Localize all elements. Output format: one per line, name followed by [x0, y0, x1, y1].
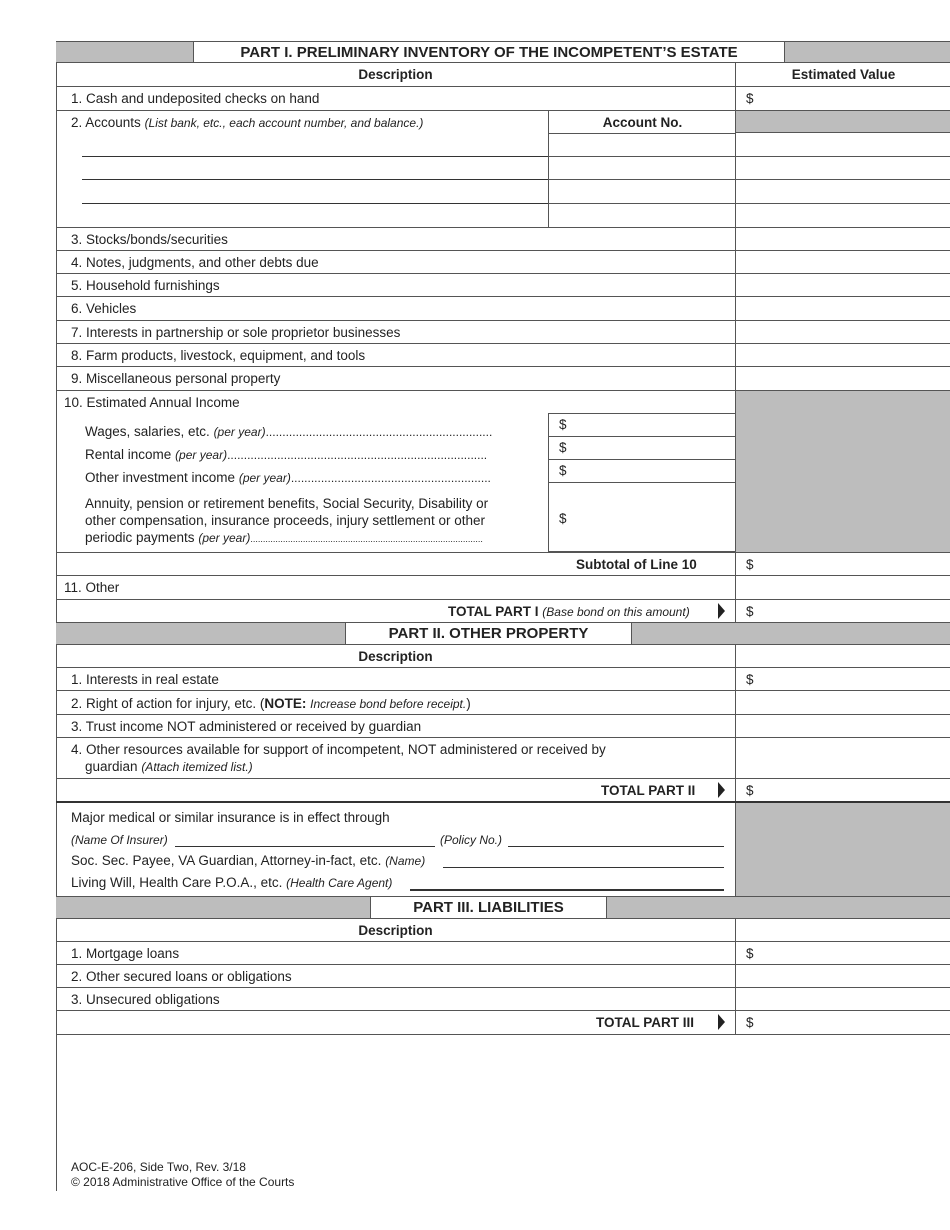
estimated-value-header: Estimated Value — [791, 67, 896, 82]
item-label: 2. Right of action for injury, etc. ( — [71, 696, 265, 711]
part1-title: PART I. PRELIMINARY INVENTORY OF THE INCOMPETENT’S ESTATE — [193, 42, 785, 62]
part1-item-4 — [56, 251, 950, 274]
total-part2-field[interactable]: $ — [735, 779, 950, 801]
part3-item-3 — [56, 988, 950, 1011]
value-field[interactable]: $ — [735, 942, 950, 964]
insurer-label: (Name Of Insurer) — [71, 833, 168, 847]
account-no-header: Account No. — [602, 115, 683, 130]
account-line-3[interactable] — [82, 203, 548, 204]
part3-header-row — [56, 897, 950, 919]
value-field[interactable] — [735, 691, 950, 714]
part1-item-5 — [56, 274, 950, 297]
annuity-line-1: Annuity, pension or retirement benefits, Social Security, Disability or — [85, 496, 489, 511]
arrow-right-icon — [718, 1014, 725, 1030]
part2-item-4: 4. Other resources available for support of incompetent, NOT administered or received by guardian (Attach itemized list.) — [56, 738, 950, 779]
part2-header-row — [56, 623, 950, 645]
part1-item-1 — [56, 87, 950, 111]
subtotal-row — [56, 553, 950, 576]
part1-item-8 — [56, 344, 950, 367]
part1-item-10-income — [56, 391, 950, 553]
part1-item-11 — [56, 576, 950, 600]
value-field[interactable] — [735, 965, 950, 987]
total-part3-row — [56, 1011, 950, 1035]
value-field[interactable] — [735, 274, 950, 296]
form-id: AOC-E-206, Side Two, Rev. 3/18 — [71, 1160, 246, 1174]
arrow-right-icon — [718, 782, 725, 798]
part1-item-9 — [56, 367, 950, 391]
item-label: 3. Stocks/bonds/securities — [71, 232, 228, 247]
item-label: 7. Interests in partnership or sole proprietor businesses — [71, 325, 401, 340]
payee-label: Soc. Sec. Payee, VA Guardian, Attorney-in-fact, etc. — [71, 853, 382, 868]
rental-label: Rental income (per year).............................................................................. — [85, 447, 488, 462]
item-label: 8. Farm products, livestock, equipment, and tools — [71, 348, 366, 363]
living-will-label: Living Will, Health Care P.O.A., etc. — [71, 875, 283, 890]
total-part3-label: TOTAL PART III — [596, 1015, 695, 1030]
item-label: 2. Other secured loans or obligations — [71, 969, 292, 984]
item-label: 6. Vehicles — [71, 301, 137, 316]
policy-label: (Policy No.) — [440, 833, 503, 847]
part2-item-2: 2. Right of action for injury, etc. (NOTE: Increase bond before receipt.) — [56, 691, 950, 715]
rental-amount[interactable]: $ — [559, 440, 567, 455]
health-care-agent-field[interactable] — [410, 889, 724, 891]
insurance-label: Major medical or similar insurance is in effect through — [71, 810, 390, 825]
form-page — [56, 41, 950, 1191]
insurer-field[interactable] — [175, 846, 435, 847]
value-field[interactable] — [735, 367, 950, 390]
part1-header-row — [56, 41, 950, 63]
item-label: 3. Trust income NOT administered or received by guardian — [71, 719, 422, 734]
item-label: 4. Notes, judgments, and other debts due — [71, 255, 319, 270]
part3-item-1 — [56, 942, 950, 965]
part3-title: PART III. LIABILITIES — [370, 897, 607, 918]
value-field[interactable] — [735, 87, 950, 110]
part1-item-2-accounts — [56, 111, 950, 228]
item-label: 1. Interests in real estate — [71, 672, 219, 687]
item-label: 10. Estimated Annual Income — [64, 395, 240, 410]
account-number-column — [548, 111, 735, 228]
total-part2-label: TOTAL PART II — [601, 783, 696, 798]
account-line-1[interactable] — [82, 156, 548, 157]
part2-item-1 — [56, 668, 950, 691]
item-label: 2. Accounts — [71, 115, 141, 130]
item-note: (List bank, etc., each account number, and balance.) — [144, 116, 424, 130]
value-field[interactable]: $ — [735, 668, 950, 690]
part1-column-header — [56, 63, 950, 87]
other-investment-label: Other investment income (per year)............................................................ — [85, 470, 491, 485]
item-label: 11. Other — [64, 580, 120, 595]
part2-title: PART II. OTHER PROPERTY — [345, 623, 632, 644]
value-field[interactable] — [735, 988, 950, 1010]
insurance-block: Major medical or similar insurance is in effect through (Name Of Insurer) (Policy No.) Soc. Sec. Payee, VA Guardian, Attorney-in-fact, etc. (Name) Living Will, Health Care P.O.A., etc. (Health Care Agent) — [56, 803, 950, 897]
item-label: 9. Miscellaneous personal property — [71, 371, 281, 386]
wages-label: Wages, salaries, etc. (per year).................................................................... — [85, 424, 493, 439]
value-field[interactable] — [735, 715, 950, 737]
part1-item-6 — [56, 297, 950, 321]
value-field[interactable] — [735, 228, 950, 250]
total-part1-note: (Base bond on this amount) — [542, 605, 690, 619]
part1-item-3 — [56, 228, 950, 251]
value-field[interactable] — [735, 738, 950, 778]
subtotal-label: Subtotal of Line 10 — [576, 557, 697, 572]
description-header: Description — [358, 649, 433, 664]
total-part1-label: TOTAL PART I — [448, 604, 539, 619]
account-line-2[interactable] — [82, 179, 548, 180]
item-label: 1. Cash and undeposited checks on hand — [71, 91, 320, 106]
total-part3-field[interactable]: $ — [735, 1011, 950, 1034]
other-investment-amount[interactable]: $ — [559, 463, 567, 478]
part2-column-header — [56, 645, 950, 668]
wages-amount[interactable]: $ — [559, 417, 567, 432]
total-part2-row — [56, 779, 950, 803]
item-label: 3. Unsecured obligations — [71, 992, 220, 1007]
arrow-right-icon — [718, 603, 725, 619]
copyright: © 2018 Administrative Office of the Courts — [71, 1175, 295, 1189]
description-header: Description — [358, 923, 433, 938]
item-label: 1. Mortgage loans — [71, 946, 180, 961]
part3-item-2 — [56, 965, 950, 988]
item-label: 4. Other resources available for support of incompetent, NOT administered or received by — [71, 742, 606, 757]
annuity-amount[interactable]: $ — [559, 511, 567, 526]
payee-field[interactable] — [443, 867, 724, 868]
annuity-line-3: periodic payments (per year)............................................................................................. — [85, 530, 483, 545]
annuity-line-2: other compensation, insurance proceeds, injury settlement or other — [85, 513, 485, 528]
part1-item-7 — [56, 321, 950, 344]
value-field[interactable] — [735, 251, 950, 273]
value-field[interactable] — [735, 344, 950, 366]
total-part1-row — [56, 600, 950, 623]
part3-column-header — [56, 919, 950, 942]
value-field[interactable] — [735, 321, 950, 343]
subtotal-field[interactable]: $ — [735, 553, 950, 575]
income-amounts — [548, 413, 735, 553]
total-part1-field[interactable]: $ — [735, 600, 950, 622]
value-field[interactable] — [735, 297, 950, 320]
value-field[interactable] — [735, 576, 950, 599]
description-header: Description — [358, 67, 433, 82]
policy-field[interactable] — [508, 846, 724, 847]
item-label: 5. Household furnishings — [71, 278, 220, 293]
part2-item-3 — [56, 715, 950, 738]
dollar-sign: $ — [746, 91, 754, 106]
